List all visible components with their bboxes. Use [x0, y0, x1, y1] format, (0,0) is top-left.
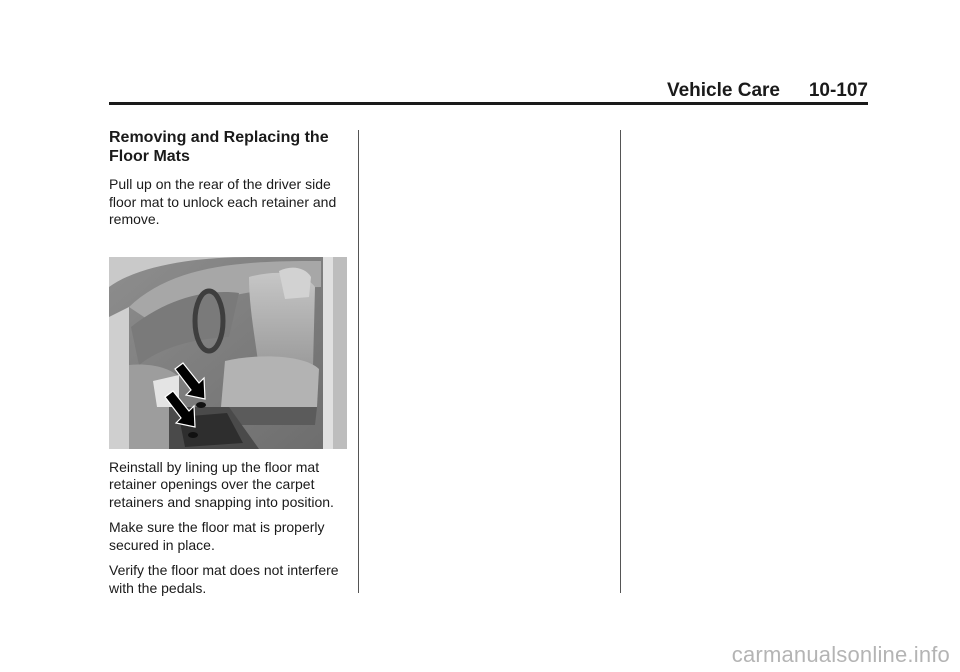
main-column [109, 128, 349, 597]
vehicle-interior-image [109, 257, 347, 449]
pedals-paragraph: Verify the floor mat does not interfere with the pedals. [109, 562, 339, 596]
watermark: carmanualsonline.info [731, 642, 950, 667]
reinstall-paragraph: Reinstall by lining up the floor mat retainer openings over the carpet retainers and snapping into position. [109, 458, 334, 510]
column-divider [358, 130, 359, 593]
column-divider [620, 130, 621, 593]
page-number: 10-107 [808, 80, 868, 101]
section-heading: Removing and Replacing the Floor Mats [109, 129, 329, 165]
secure-paragraph: Make sure the floor mat is properly secured in place. [109, 519, 325, 553]
header-rule [109, 102, 868, 105]
page-header [0, 0, 960, 110]
header-title: Vehicle Care [666, 80, 780, 101]
floor-mat-illustration [109, 257, 347, 449]
intro-paragraph: Pull up on the rear of the driver side floor mat to unlock each retainer and remove. [109, 176, 337, 227]
